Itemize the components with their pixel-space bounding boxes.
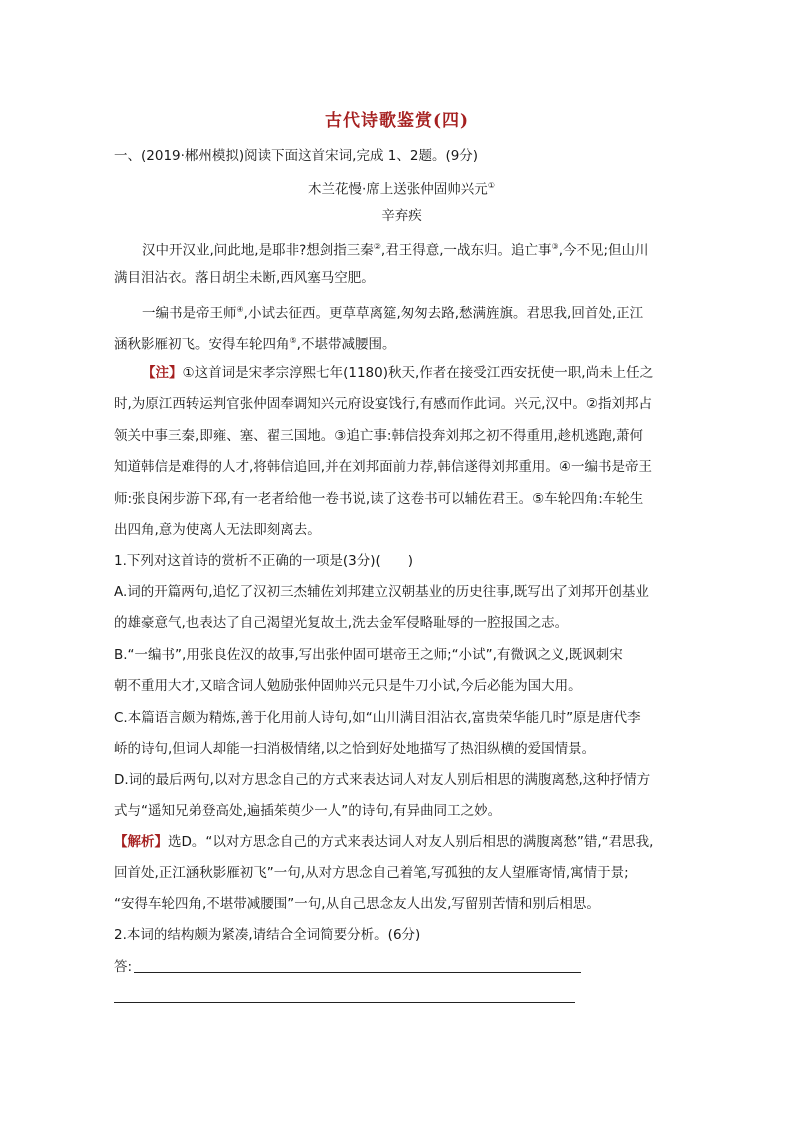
option-c-line1: C.本篇语言颇为精炼,善于化用前人诗句,如“山川满目泪沾衣,富贵荣华能几时”原是唐代李 xyxy=(114,710,641,726)
poem-text: ,不堪带减腰围。 xyxy=(296,336,396,353)
poem-text: 汉中开汉业,问此地,是耶非?想剑指三秦 xyxy=(142,242,374,259)
option-d-line2: 式与“遥知兄弟登高处,遍插茱萸少一人”的诗句,有异曲同工之妙。 xyxy=(114,803,502,819)
option-a-line2: 的雄豪意气,也表达了自己渴望光复故土,洗去金军侵略耻辱的一腔报国之志。 xyxy=(114,615,569,631)
notes-text: ①这首词是宋孝宗淳熙七年(1180)秋天,作者在接受江西安抚使一职,尚未上任之 xyxy=(182,365,654,381)
analysis-tag: 【解析】 xyxy=(114,834,168,850)
page-title: 古代诗歌鉴赏(四) xyxy=(324,111,470,131)
notes-line6: 出四角,意为使离人无法即刻离去。 xyxy=(114,522,321,538)
poem-stanza2-line2 xyxy=(114,331,689,355)
question-1: 1.下列对这首诗的赏析不正确的一项是(3分)( ) xyxy=(114,553,414,569)
notes-line1 xyxy=(114,363,689,383)
footnote-mark: ③ xyxy=(551,242,559,251)
section-intro: 一、(2019·郴州模拟)阅读下面这首宋词,完成 1、2题。(9分) xyxy=(114,148,479,164)
footnote-mark: ④ xyxy=(236,305,244,314)
footnote-mark: ⑤ xyxy=(289,336,297,345)
option-b-line2: 朝不重用大才,又暗含词人勉励张仲固帅兴元只是牛刀小试,今后必能为国大用。 xyxy=(114,678,582,694)
notes-line5: 师:张良闲步游下邳,有一老者给他一卷书说,读了这卷书可以辅佐君王。⑤车轮四角:车轮生 xyxy=(114,491,644,507)
footnote-mark: ② xyxy=(373,242,381,251)
poem-text: 一编书是帝王师 xyxy=(142,305,237,322)
analysis-text: 选D。“以对方思念自己的方式来表达词人对友人别后相思的满腹离愁”错,“君思我, xyxy=(168,834,654,850)
notes-tag: 【注】 xyxy=(142,365,183,381)
notes-line4: 知道韩信是难得的人才,将韩信追回,并在刘邦面前力荐,韩信遂得刘邦重用。④一编书是帝王 xyxy=(114,459,652,475)
poem-stanza1-line1 xyxy=(114,237,689,261)
poem-title-footnote-mark: ① xyxy=(487,181,495,190)
answer-blank-line-1[interactable] xyxy=(134,972,581,973)
analysis-line3: “安得车轮四角,不堪带减腰围”一句,从自己思念友人出发,写留别苦情和别后相思。 xyxy=(114,896,600,912)
option-c-line2: 峤的诗句,但词人却能一扫消极情绪,以之恰到好处地描写了热泪纵横的爱国情景。 xyxy=(114,741,596,757)
option-a-line1: A.词的开篇两句,追忆了汉初三杰辅佐刘邦建立汉朝基业的历史往事,既写出了刘邦开创基业 xyxy=(114,584,649,600)
poem-text: ,小试去征西。更草草离筵,匆匆去路,愁满旌旗。君思我,回首处,正江 xyxy=(243,305,644,322)
poem-text: ,今不见;但山川 xyxy=(558,242,649,259)
question-2: 2.本词的结构颇为紧凑,请结合全词简要分析。(6分) xyxy=(114,927,421,943)
analysis-line1 xyxy=(114,832,689,852)
poem-title-text: 木兰花慢·席上送张仲固帅兴元 xyxy=(308,181,488,198)
notes-line3: 领关中事三秦,即雍、塞、翟三国地。③追亡事:韩信投奔刘邦之初不得重用,趁机逃跑,萧何 xyxy=(114,428,644,444)
option-d-line1: D.词的最后两句,以对方思念自己的方式来表达词人对友人别后相思的满腹离愁,这种抒情方 xyxy=(114,772,651,788)
answer-blank-line-2[interactable] xyxy=(114,1002,575,1003)
poem-text: ,君王得意,一战东归。追亡事 xyxy=(380,242,552,259)
poem-text: 涵秋影雁初飞。安得车轮四角 xyxy=(114,336,290,353)
analysis-line2: 回首处,正江涵秋影雁初飞”一句,从对方思念自己着笔,写孤独的友人望雁寄情,寓情于景; xyxy=(114,865,629,881)
notes-line2: 时,为原江西转运判官张仲固奉调知兴元府设宴饯行,有感而作此词。兴元,汉中。②指刘邦占 xyxy=(114,396,652,412)
poem-stanza1-line2: 满目泪沾衣。落日胡尘未断,西风塞马空肥。 xyxy=(114,270,375,286)
answer-label: 答: xyxy=(114,959,133,975)
poet-name: 辛弃疾 xyxy=(381,208,422,224)
poem-stanza2-line1 xyxy=(114,300,689,324)
option-b-line1: B.“一编书”,用张良佐汉的故事,写出张仲固可堪帝王之师;“小试”,有微讽之义,既讽刺宋 xyxy=(114,647,623,663)
poem-title xyxy=(114,176,689,200)
